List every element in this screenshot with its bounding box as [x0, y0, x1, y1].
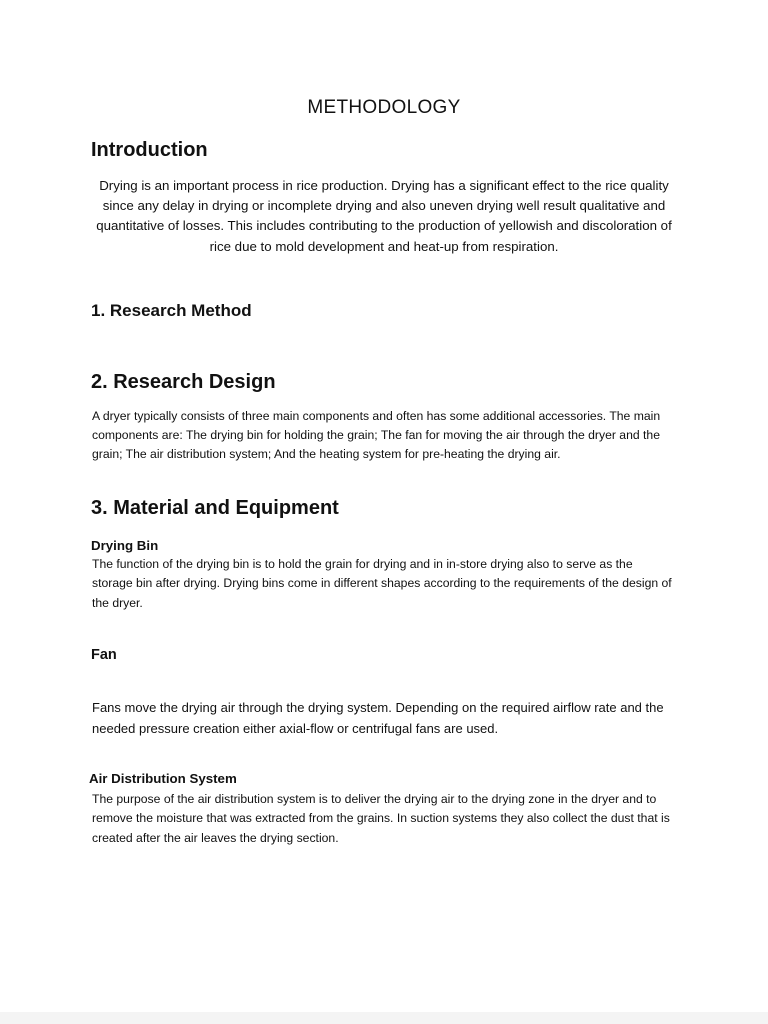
research-design-paragraph: A dryer typically consists of three main components and often has some additional accessories. The main components are: The drying bin for holding the grain; The fan for moving the air through the dryer and the grain; The air distribution system; And the heating system for pre-heating the drying air.: [92, 409, 661, 461]
drying-bin-heading: Drying Bin: [91, 538, 159, 553]
material-equipment-heading: 3. Material and Equipment: [91, 497, 339, 519]
drying-bin-paragraph: The function of the drying bin is to hold the grain for drying and in in-store drying also to serve as the storage bin after drying. Drying bins come in different shapes according to the requirements of the design of the dryer.: [92, 557, 672, 610]
introduction-paragraph: Drying is an important process in rice production. Drying has a significant effect to the rice quality since any delay in drying or incomplete drying and also uneven drying well result qualitative and quantitative of losses. This includes contributing to the production of yellowish and discoloration of rice due to mold development and heat-up from respiration.: [96, 178, 672, 254]
document-title: METHODOLOGY: [307, 97, 461, 118]
page-bottom-strip: [0, 1012, 768, 1024]
introduction-heading: Introduction: [91, 139, 208, 161]
air-distribution-heading: Air Distribution System: [89, 771, 237, 786]
research-method-heading: 1. Research Method: [91, 301, 252, 320]
fan-heading: Fan: [91, 647, 117, 663]
fan-paragraph: Fans move the drying air through the drying system. Depending on the required airflow rate and the needed pressure creation either axial-flow or centrifugal fans are used.: [92, 700, 664, 736]
research-design-heading: 2. Research Design: [91, 371, 276, 393]
air-distribution-paragraph: The purpose of the air distribution system is to deliver the drying air to the drying zone in the dryer and to remove the moisture that was extracted from the grains. In suction systems they also collect the dust that is created after the air leaves the drying section.: [92, 792, 670, 845]
